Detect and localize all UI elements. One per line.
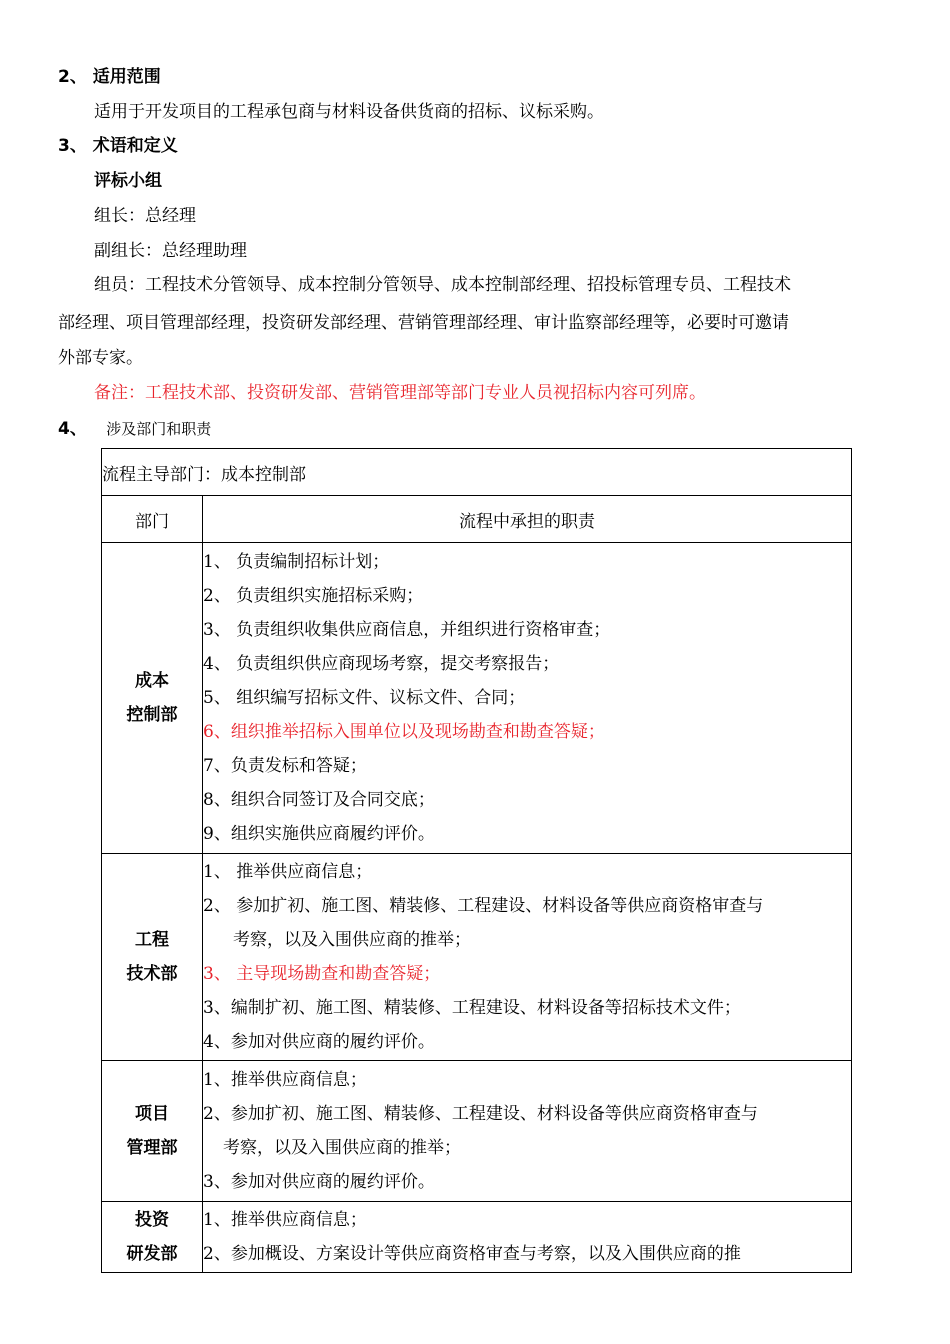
duty-item: 2、参加概设、方案设计等供应商资格审查与考察，以及入围供应商的推	[203, 1244, 741, 1264]
col-header-duties: 流程中承担的职责	[203, 496, 852, 543]
table-row	[102, 854, 852, 1061]
duties-cell	[203, 543, 852, 854]
duty-item-continuation: 考察，以及入围供应商的推举；	[223, 1138, 461, 1158]
dept-cell	[102, 1202, 203, 1273]
dept-name-line1: 成本	[135, 671, 169, 691]
group-leader: 组长：总经理	[94, 206, 196, 226]
duties-cell	[203, 1202, 852, 1273]
group-title: 评标小组	[94, 171, 162, 191]
duty-item-highlight: 6、组织推举招标入围单位以及现场勘查和勘查答疑；	[203, 722, 605, 742]
col-header-dept: 部门	[102, 496, 203, 543]
duty-item: 1、 负责编制招标计划；	[203, 552, 390, 572]
section-3-heading: 3、 术语和定义	[58, 136, 178, 156]
dept-name-line1: 工程	[135, 930, 169, 950]
section-4-number: 4、	[58, 419, 87, 439]
duty-item: 1、推举供应商信息；	[203, 1070, 367, 1090]
duty-item: 3、编制扩初、施工图、精装修、工程建设、材料设备等招标技术文件；	[203, 998, 741, 1018]
dept-name-line1: 项目	[135, 1104, 169, 1124]
duty-item: 1、 推举供应商信息；	[203, 862, 373, 882]
duty-item: 4、参加对供应商的履约评价。	[203, 1032, 435, 1052]
section-2-heading: 2、 适用范围	[58, 67, 161, 87]
group-members-line1: 组员：工程技术分管领导、成本控制分管领导、成本控制部经理、招投标管理专员、工程技术	[94, 275, 791, 295]
group-members-line2: 部经理、项目管理部经理，投资研发部经理、营销管理部经理、审计监察部经理等，必要时可邀请	[58, 313, 789, 333]
duties-cell	[203, 854, 852, 1061]
note-text: 备注：工程技术部、投资研发部、营销管理部等部门专业人员视招标内容可列席。	[94, 383, 706, 403]
section-4-title: 涉及部门和职责	[106, 420, 212, 438]
duty-item: 9、组织实施供应商履约评价。	[203, 824, 435, 844]
dept-name-line2: 研发部	[126, 1244, 178, 1264]
duty-item: 7、负责发标和答疑；	[203, 756, 367, 776]
lead-dept-cell	[102, 449, 852, 496]
duty-item: 2、参加扩初、施工图、精装修、工程建设、材料设备等供应商资格审查与	[203, 1104, 758, 1124]
section-2-body: 适用于开发项目的工程承包商与材料设备供货商的招标、议标采购。	[94, 102, 604, 122]
duty-item: 5、 组织编写招标文件、议标文件、合同；	[203, 688, 526, 708]
dept-name-line2: 管理部	[126, 1138, 178, 1158]
lead-dept-text: 流程主导部门：成本控制部	[102, 464, 306, 485]
duties-cell	[203, 1061, 852, 1202]
duty-item: 2、 参加扩初、施工图、精装修、工程建设、材料设备等供应商资格审查与	[203, 896, 764, 916]
dept-name-line1: 投资	[135, 1210, 169, 1230]
duty-item: 3、参加对供应商的履约评价。	[203, 1172, 435, 1192]
duty-item: 3、 负责组织收集供应商信息，并组织进行资格审查；	[203, 620, 611, 640]
dept-name-line2: 控制部	[126, 705, 178, 725]
duty-item: 8、组织合同签订及合同交底；	[203, 790, 435, 810]
duty-item-continuation: 考察，以及入围供应商的推举；	[233, 930, 471, 950]
table-row	[102, 543, 852, 854]
duty-item: 4、 负责组织供应商现场考察，提交考察报告；	[203, 654, 560, 674]
table-row	[102, 1202, 852, 1273]
section-4-heading	[58, 414, 211, 439]
dept-cell	[102, 543, 203, 854]
group-members-line3: 外部专家。	[58, 348, 143, 368]
duty-item-highlight: 3、 主导现场勘查和勘查答疑；	[203, 964, 441, 984]
group-deputy: 副组长：总经理助理	[94, 241, 247, 261]
dept-cell	[102, 1061, 203, 1202]
duty-item: 1、推举供应商信息；	[203, 1210, 367, 1230]
duty-item: 2、 负责组织实施招标采购；	[203, 586, 424, 606]
table-row	[102, 1061, 852, 1202]
department-duty-table	[101, 448, 852, 1273]
dept-name-line2: 技术部	[126, 964, 178, 984]
dept-cell	[102, 854, 203, 1061]
